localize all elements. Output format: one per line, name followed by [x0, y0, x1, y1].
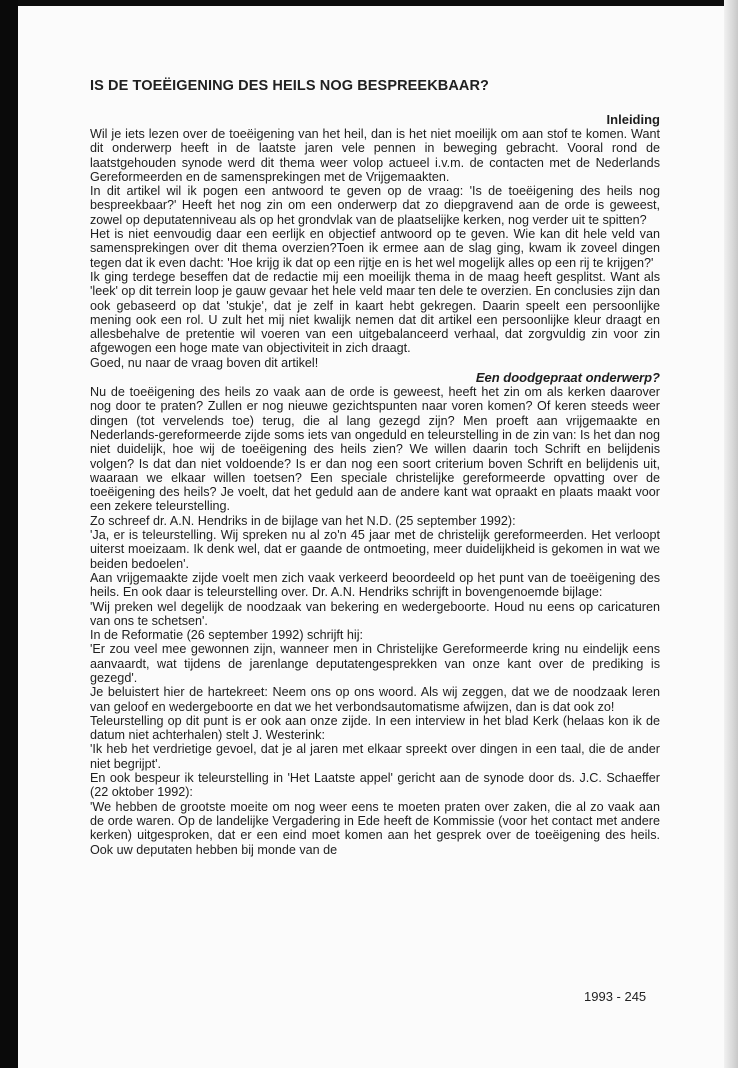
paragraph: Zo schreef dr. A.N. Hendriks in de bijlage van het N.D. (25 september 1992):: [90, 513, 516, 528]
paragraph: Je beluistert hier de hartekreet: Neem ons op ons woord. Als wij zeggen, dat we de noodzaak leren van geloof en wedergeboorte en dat we het verbondsautomatisme afwijzen, dan is dat ook zo!: [90, 685, 660, 714]
quote-paragraph: 'Er zou veel mee gewonnen zijn, wanneer men in Christelijke Gereformeerde kring nu eindelijk eens aanvaardt, wat tijdens de jarenlange deputatengesprekken van onze kant over de prediking is gezegd'.: [90, 642, 660, 685]
paragraph: In de Reformatie (26 september 1992) schrijft hij:: [90, 628, 363, 643]
paragraph: In dit artikel wil ik pogen een antwoord te geven op de vraag: 'Is de toeëigening des heils nog bespreekbaar?' Heeft het nog zin om een onderwerp dat zo diepgravend aan de orde is geweest, zowel op deputatenniveau als op het grondvlak van de plaatselijke kerken, nog verder uit te spitten?: [90, 184, 660, 227]
quote-paragraph: 'Ja, er is teleurstelling. Wij spreken nu al zo'n 45 jaar met de christelijk gereformeerden. Het verloopt uiterst moeizaam. Ik denk wel, dat er gaande de ontmoeting, meer duidelijkheid is gekomen in wat we beiden bedoelen'.: [90, 528, 660, 571]
section-heading-inleiding: Inleiding: [606, 112, 660, 127]
paragraph: Het is niet eenvoudig daar een eerlijk en objectief antwoord op te geven. Wie kan dit hele veld van samensprekingen over dit thema overzien?Toen ik ermee aan de slag ging, kwam ik zoveel dingen tegen dat ik even dacht: 'Hoe krijg ik dat op een rijtje en is het wel mogelijk alles op een rij te krijgen?': [90, 227, 660, 270]
quote-paragraph: 'Ik heb het verdrietige gevoel, dat je al jaren met elkaar spreekt over dingen in een taal, die de ander niet begrijpt'.: [90, 742, 660, 771]
quote-paragraph: 'Wij preken wel degelijk de noodzaak van bekering en wedergeboorte. Houd nu eens op caricaturen van ons te schetsen'.: [90, 599, 660, 628]
document-page: [18, 6, 724, 1068]
article: [90, 66, 660, 857]
paragraph: Aan vrijgemaakte zijde voelt men zich vaak verkeerd beoordeeld op het punt van de toeëigening des heils. En ook daar is teleurstelling over. Dr. A.N. Hendriks schrijft in bovengenoemde bijlage:: [90, 570, 660, 600]
quote-paragraph: 'We hebben de grootste moeite om nog weer eens te moeten praten over zaken, die al zo vaak aan de orde waren. Op de landelijke Vergadering in Ede heeft de Kommissie (voor het contact met andere kerken) uitgesproken, dat er een eind moet komen aan het gesprek over de toeëigening des heils. Ook uw deputaten hebben bij monde van de: [90, 799, 660, 857]
paragraph: Nu de toeëigening des heils zo vaak aan de orde is geweest, heeft het zin om als kerken daarover nog door te praten? Zullen er nog nieuwe gezichtspunten naar voren komen? Of keren steeds weer dingen (tot vervelends toe) terug, die al lang gezegd zijn? Men proeft aan vrijgemaakte en Nederlands-gereformeerde zijde soms iets van ongeduld en teleurstelling in de zin van: Is het dan nog niet duidelijk, hoe wij de toeëigening des heils zien? We willen daarin toch Schrift en belijdenis volgen? Is dat dan niet voldoende? Is er dan nog een soort criterium boven Schrift en belijdenis uit, waaraan we elkaar willen toetsen? Een speciale christelijke gereformeerde opvatting over de toeëigening des heils? Je voelt, dat het geduld aan de andere kant wat opraakt en plaats maakt voor een zekere teleurstelling.: [90, 385, 660, 514]
section-body-inleiding: [90, 127, 660, 370]
paragraph: Teleurstelling op dit punt is er ook aan onze zijde. In een interview in het blad Kerk (helaas kon ik de datum niet achterhalen) stelt J. Westerink:: [90, 713, 660, 743]
paragraph: Goed, nu naar de vraag boven dit artikel!: [90, 355, 319, 370]
article-title: IS DE TOEËIGENING DES HEILS NOG BESPREEKBAAR?: [90, 78, 490, 94]
section-heading-doodgepraat: Een doodgepraat onderwerp?: [475, 370, 660, 386]
scan-right-edge: [724, 0, 738, 1068]
section-body-doodgepraat: [90, 385, 660, 857]
page-number: 1993 - 245: [584, 989, 647, 1004]
paragraph: Wil je iets lezen over de toeëigening van het heil, dan is het niet moeilijk om aan stof te komen. Want dit onderwerp heeft in de laatste jaren vele pennen in beweging gebracht. Vooral rond de laatstgehouden synode werd dit thema weer volop actueel i.v.m. de contacten met de Nederlands Gereformeerden en de samensprekingen met de Vrijgemaakten.: [90, 127, 660, 184]
paragraph: Ik ging terdege beseffen dat de redactie mij een moeilijk thema in de maag heeft gesplitst. Want als 'leek' op dit terrein loop je gauw gevaar het hele veld maar ten dele te overzien. En conclusies zijn dan ook gebaseerd op dat 'stukje', dat je zelf in kaart hebt gekregen. Daarin speelt een persoonlijke mening ook een rol. U zult het mij niet kwalijk nemen dat dit artikel een persoonlijke kleur draagt en allesbehalve de pretentie wil voeren van een uitgebalanceerd verhaal, dat zorgvuldig zin voor zin afgewogen een hoge mate van objectiviteit in zich draagt.: [90, 269, 660, 356]
paragraph: En ook bespeur ik teleurstelling in 'Het Laatste appel' gericht aan de synode door ds. J.C. Schaeffer (22 oktober 1992):: [90, 771, 660, 800]
scan-left-border: [0, 0, 18, 1068]
